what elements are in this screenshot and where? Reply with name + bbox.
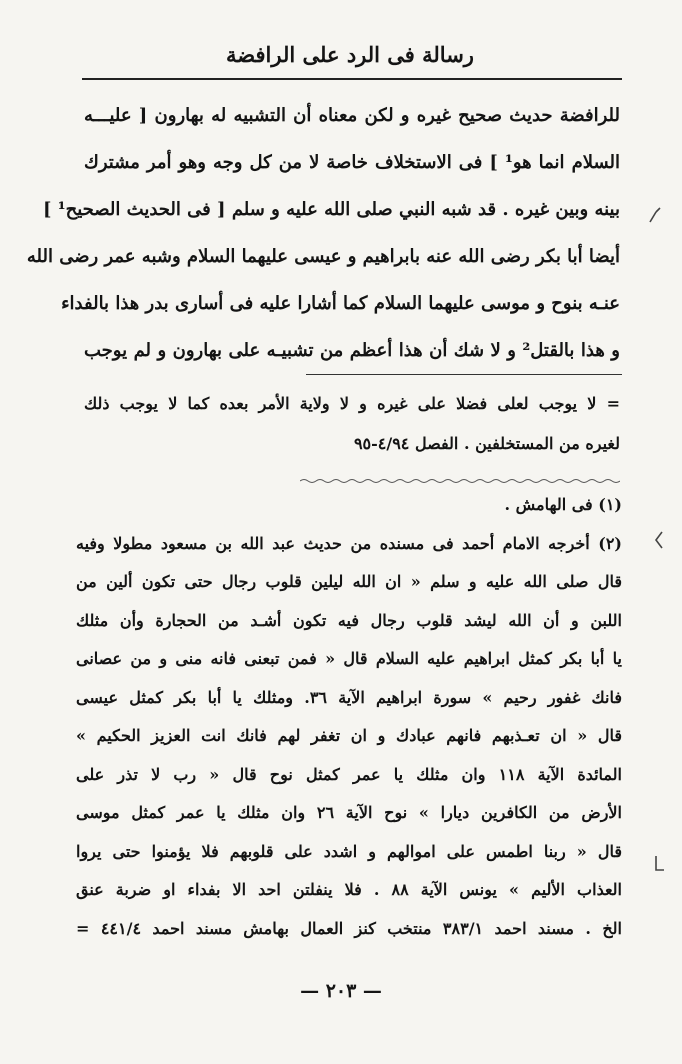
continuation-line: لغيره من المستخلفين . الفصل ٤/٩٤-٩٥ [353,434,620,453]
footnote-line: المائدة الآية ١١٨ وان مثلك يا عمر كمثل نوح قال « رب لا تذر على [76,764,623,784]
footnote-line: قال « ان تعـذبهم فانهم عبادك و ان تغفر لهم فانك انت العزيز الحكيم » [76,726,622,745]
body-line: للرافضة حديث صحيح غيره و لكن معناه أن التشبيه له بهارون [ عليـــه [84,105,620,126]
footnote-line: الخ . مسند احمد ٣٨٣/١ منتخب كنز العمال بهامش مسند احمد ٤٤١/٤ = [76,918,623,938]
continuation-line: = لا يوجب لعلى فضلا على غيره و لا ولاية الأمر بعده كما لا يوجب ذلك [84,394,620,413]
footnote-line: قال « ربنا اطمس على اموالهم و اشدد على قلوبهم فلا يؤمنوا حتى يروا [76,841,622,861]
footnote-continuation [84,384,620,464]
page-number: — ٢٠٣ — [300,980,382,1002]
footnote-line: اللبن و أن الله ليشد قلوب رجال فيه تكون أشـد من الحجارة وأن مثلك [76,610,623,630]
running-head: رسالة فى الرد على الرافضة [226,42,474,67]
footnote-line: قال صلى الله عليه و سلم « ان الله ليلين قلوب رجال حتى تكون ألين من [76,572,622,591]
margin-tick-mark [650,852,670,876]
footnote-line: الأرض من الكافرين ديارا » نوح الآية ٢٦ وان مثلك يا عمر كمثل موسى [76,803,622,822]
body-line: و هذا بالقتل² و لا شك أن هذا أعظم من تشبيـه على بهارون و لم يوجب [84,340,620,361]
body-line: أيضا أبا بكر رضى الله عنه بابراهيم و عيسى عليهما السلام وشبه عمر رضى الله [26,246,620,267]
footnote-line: العذاب الأليم » يونس الآية ٨٨ . فلا ينفلتن احد الا بفداء او ضربة عنق [76,880,622,899]
footnote-line: فانك غفور رحيم » سورة ابراهيم الآية ٣٦. ومثلك يا أبا بكر كمثل عيسى [76,687,623,707]
footnote-rule [306,374,622,375]
footnote-line: يا أبا بكر كمثل ابراهيم عليه السلام قال « فمن تبعنى فانه منى و من عصانى [76,649,622,668]
main-text [26,92,621,374]
body-line: السلام انما هو¹ ] فى الاستخلاف خاصة لا من كل وجه وهو أمر مشترك [84,152,621,173]
margin-tick-mark [648,528,668,552]
footnote-line: (٢) أخرجه الامام أحمد فى مسنده من حديث عبد الله بن مسعود مطولا وفيه [76,533,622,553]
margin-tick-mark [646,204,666,228]
body-line: عنـه بنوح و موسى عليهما السلام كما أشارا عليه فى أسارى بدر هذا بالفداء [61,293,620,314]
wavy-separator [300,478,620,484]
footnotes [76,486,622,948]
header-rule [82,78,622,80]
footnote-line: (١) فى الهامش . [504,495,622,514]
body-line: بينه وبين غيره . قد شبه النبي صلى الله عليه و سلم [ فى الحديث الصحيح¹ ] [42,199,620,220]
